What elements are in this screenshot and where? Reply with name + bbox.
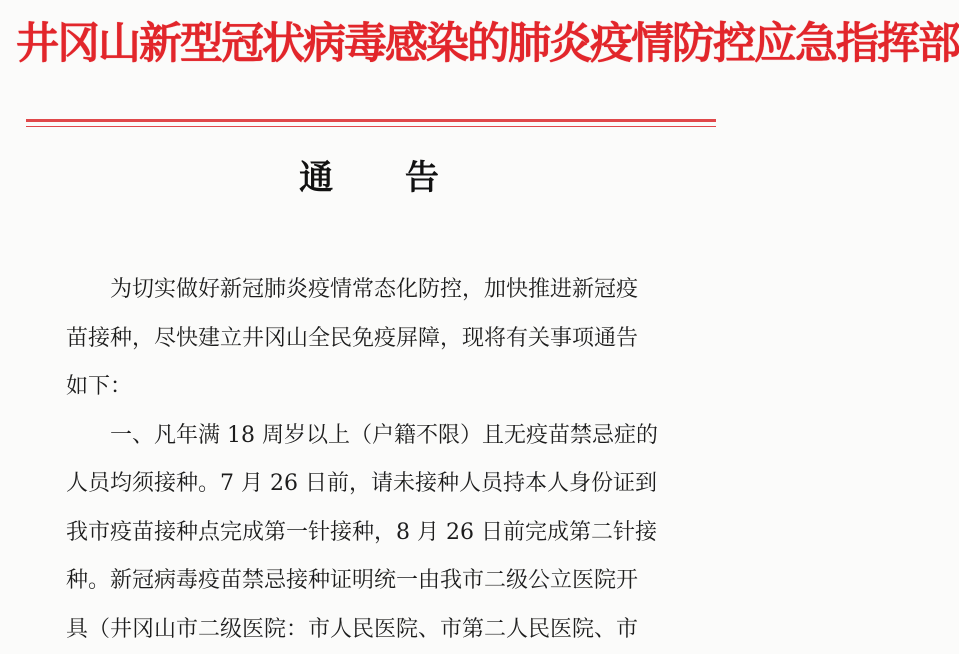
- body-line: 为切实做好新冠肺炎疫情常态化防控，加快推进新冠疫: [110, 277, 639, 302]
- body-line: 如下：: [66, 374, 133, 399]
- body-line: 人员均须接种。7 月 26 日前，请未接种人员持本人身份证到: [66, 471, 657, 496]
- header-divider-thick: [26, 119, 716, 122]
- body-line: 具（井冈山市二级医院：市人民医院、市第二人民医院、市: [66, 616, 639, 642]
- body-line: 苗接种，尽快建立井冈山全民免疫屏障，现将有关事项通告: [66, 325, 639, 351]
- notice-title: 通 告: [299, 158, 469, 198]
- issuing-agency-header: 井冈山新型冠状病毒感染的肺炎疫情防控应急指挥部: [16, 19, 959, 69]
- body-line: 一、凡年满 18 周岁以上（户籍不限）且无疫苗禁忌症的: [110, 422, 658, 448]
- notice-body: [66, 266, 706, 650]
- header-divider-thin: [26, 126, 716, 127]
- body-line: 种。新冠病毒疫苗禁忌接种证明统一由我市二级公立医院开: [66, 568, 639, 593]
- body-line: 我市疫苗接种点完成第一针接种，8 月 26 日前完成第二针接: [66, 519, 657, 545]
